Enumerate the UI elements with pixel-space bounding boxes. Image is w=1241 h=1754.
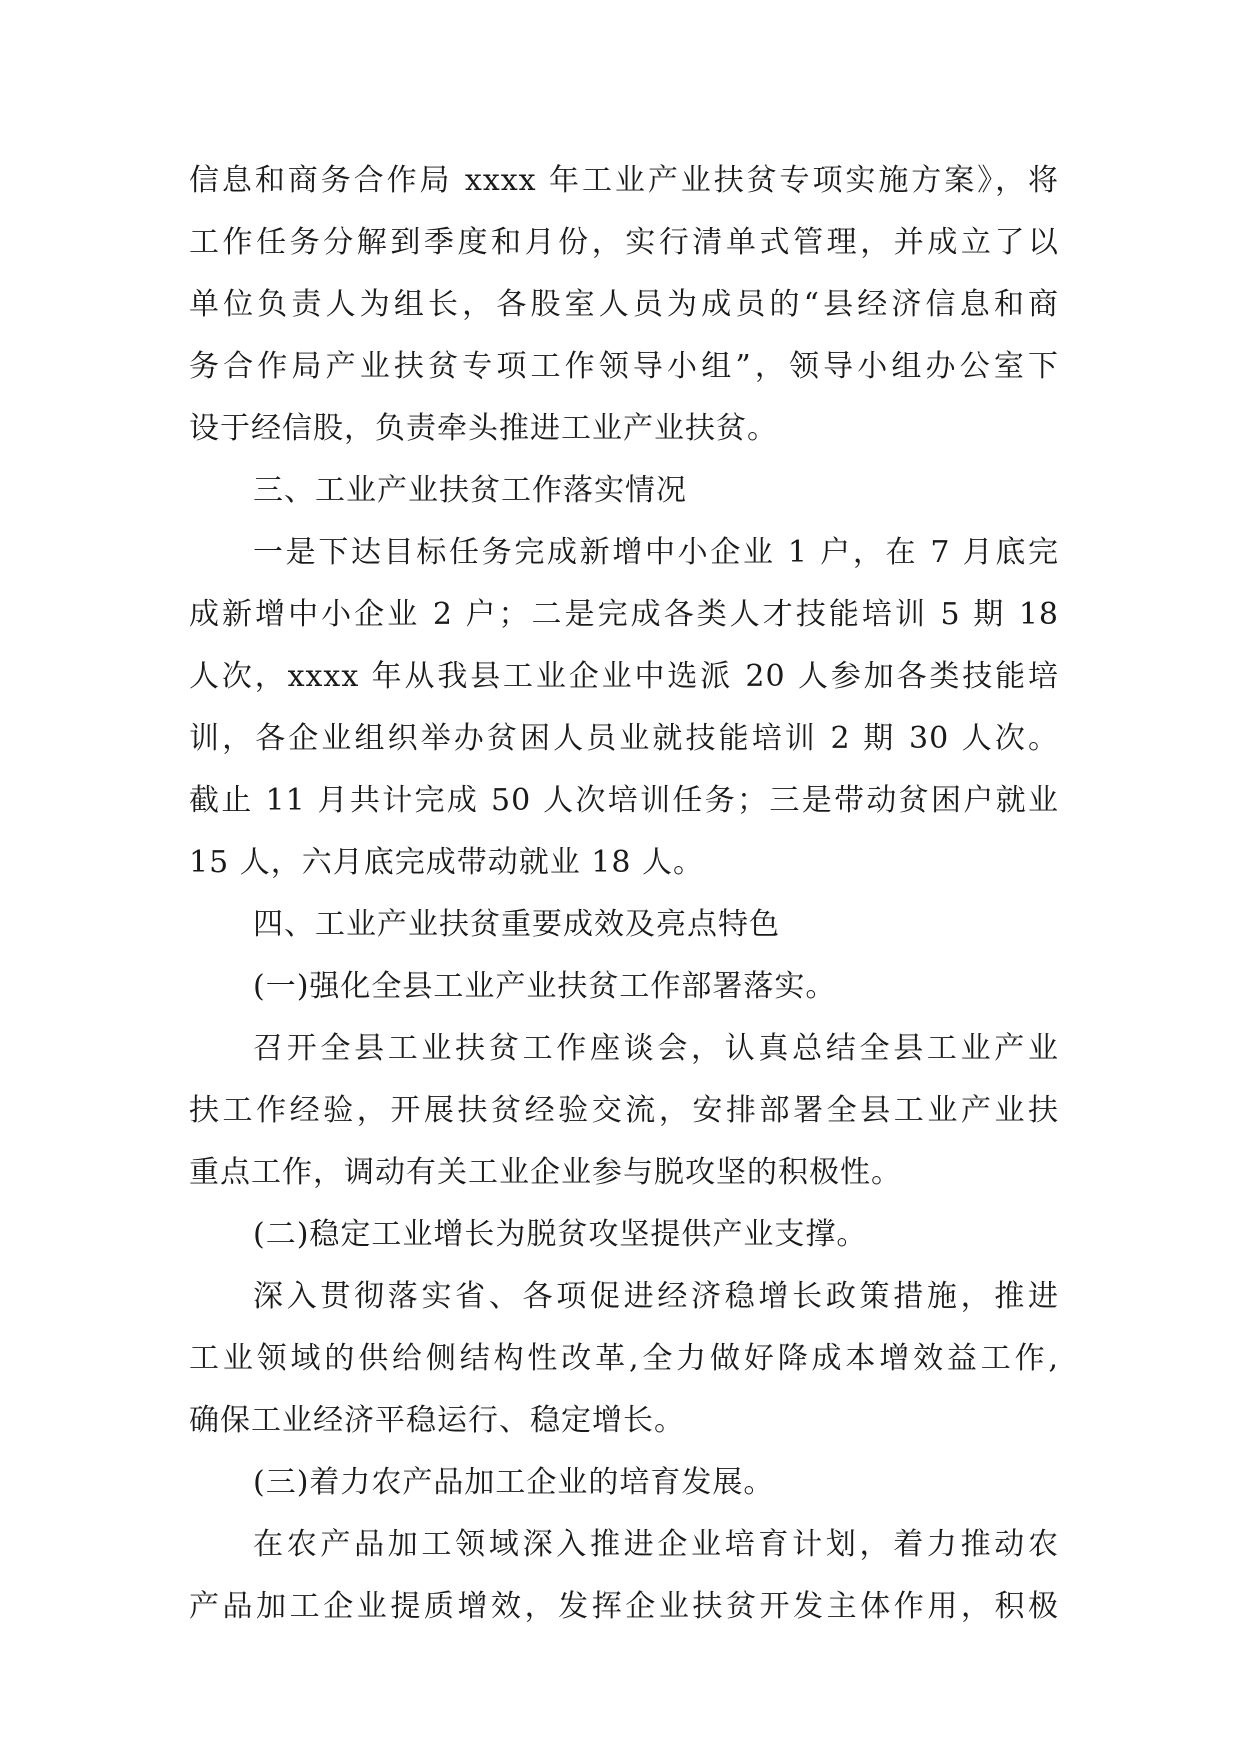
text-line: 单位负责人为组长，各股室人员为成员的“县经济信息和商 xyxy=(189,287,1059,322)
subheading-text: (一)强化全县工业产业扶贫工作部署落实。 xyxy=(253,969,837,1004)
heading-text: 四、工业产业扶贫重要成效及亮点特色 xyxy=(253,907,780,942)
section-heading-4 xyxy=(189,894,1059,956)
subheading-2 xyxy=(189,1204,1059,1266)
text-line: 截止 11 月共计完成 50 人次培训任务；三是带动贫困户就业 xyxy=(189,783,1059,818)
document-body xyxy=(189,150,1059,1638)
text-line: 在农产品加工领域深入推进企业培育计划，着力推动农 xyxy=(253,1527,1059,1562)
subheading-1 xyxy=(189,956,1059,1018)
paragraph-industrial-growth xyxy=(189,1266,1059,1452)
text-line: 务合作局产业扶贫专项工作领导小组”，领导小组办公室下 xyxy=(189,349,1059,384)
text-line: 信息和商务合作局 xxxx 年工业产业扶贫专项实施方案》，将 xyxy=(189,163,1059,198)
text-line: 成新增中小企业 2 户；二是完成各类人才技能培训 5 期 18 xyxy=(189,597,1059,632)
paragraph-implementation-status xyxy=(189,522,1059,894)
section-heading-3 xyxy=(189,460,1059,522)
text-line: 产品加工企业提质增效，发挥企业扶贫开发主体作用，积极 xyxy=(189,1589,1059,1624)
text-line: 设于经信股，负责牵头推进工业产业扶贫。 xyxy=(189,411,778,446)
text-line: 一是下达目标任务完成新增中小企业 1 户，在 7 月底完 xyxy=(253,535,1059,570)
text-line: 扶工作经验，开展扶贫经验交流，安排部署全县工业产业扶 xyxy=(189,1093,1059,1128)
text-line: 确保工业经济平稳运行、稳定增长。 xyxy=(189,1403,685,1438)
text-line: 工作任务分解到季度和月份，实行清单式管理，并成立了以 xyxy=(189,225,1059,260)
text-line: 工业领域的供给侧结构性改革,全力做好降成本增效益工作, xyxy=(189,1341,1059,1376)
paragraph-deployment xyxy=(189,1018,1059,1204)
text-line: 重点工作，调动有关工业企业参与脱攻坚的积极性。 xyxy=(189,1155,902,1190)
text-line: 训，各企业组织举办贫困人员业就技能培训 2 期 30 人次。 xyxy=(189,721,1059,756)
paragraph-agri-processing xyxy=(189,1514,1059,1638)
subheading-3 xyxy=(189,1452,1059,1514)
text-line: 深入贯彻落实省、各项促进经济稳增长政策措施，推进 xyxy=(253,1279,1059,1314)
subheading-text: (二)稳定工业增长为脱贫攻坚提供产业支撑。 xyxy=(253,1217,868,1252)
subheading-text: (三)着力农产品加工企业的培育发展。 xyxy=(253,1465,775,1500)
paragraph-implementation-plan xyxy=(189,150,1059,460)
text-line: 15 人，六月底完成带动就业 18 人。 xyxy=(189,845,704,880)
text-line: 人次，xxxx 年从我县工业企业中选派 20 人参加各类技能培 xyxy=(189,659,1059,694)
text-line: 召开全县工业扶贫工作座谈会，认真总结全县工业产业 xyxy=(253,1031,1059,1066)
heading-text: 三、工业产业扶贫工作落实情况 xyxy=(253,473,687,508)
